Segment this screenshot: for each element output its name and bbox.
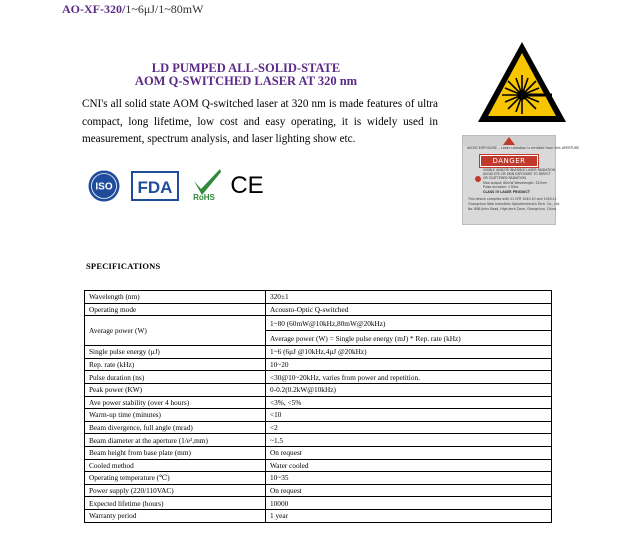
fda-logo — [131, 171, 179, 201]
table-row — [85, 358, 552, 371]
iso-logo-text: ISO — [95, 181, 113, 193]
param-value: <2 — [266, 421, 552, 434]
danger-title: DANGER — [480, 155, 538, 167]
specifications-table — [84, 290, 552, 523]
param-name: Warranty period — [85, 509, 266, 522]
param-name: Ave power stability (over 4 hours) — [85, 396, 266, 409]
table-row — [85, 396, 552, 409]
table-row — [85, 434, 552, 447]
title-line-1: LD PUMPED ALL-SOLID-STATE — [151, 61, 341, 75]
param-value: On request — [266, 446, 552, 459]
table-row — [85, 409, 552, 422]
ce-logo — [230, 172, 264, 199]
param-name: Warm-up time (minutes) — [85, 409, 266, 422]
param-name: Beam height from base plate (mm) — [85, 446, 266, 459]
param-name: Operating temperature (℃) — [85, 472, 266, 485]
param-name: Average power (W) — [85, 316, 266, 346]
table-row — [85, 459, 552, 472]
laser-warning-icon — [476, 40, 568, 124]
param-name: Pulse duration (ns) — [85, 371, 266, 384]
param-name: Single pulse energy (μJ) — [85, 346, 266, 359]
specifications-heading: SPECIFICATIONS — [86, 261, 161, 271]
laser-star-icon — [475, 176, 481, 182]
param-name: Power supply (220/110VAC) — [85, 484, 266, 497]
title-line-2: AOM Q-SWITCHED LASER AT 320 nm — [134, 74, 358, 88]
table-row — [85, 316, 552, 331]
danger-line: VISIBLE AND/OR INVISIBLE LASER RADIATION — [483, 168, 555, 172]
param-value: 1 year — [266, 509, 552, 522]
param-value: Acousto-Optic Q-switched — [266, 303, 552, 316]
model-name: AO-XF-320/ — [62, 2, 126, 16]
param-value: <3%, <5% — [266, 396, 552, 409]
model-spec-summary: 1~6μJ/1~80mW — [125, 2, 204, 16]
param-value: On request — [266, 484, 552, 497]
param-value: 1~6 (6μJ @10kHz,4μJ @20kHz) — [266, 346, 552, 359]
param-value: <30@10~20kHz, varies from power and repetition. — [266, 371, 552, 384]
param-value: 1~80 (60mW@10kHz,80mW@20kHz) — [266, 316, 552, 331]
ce-logo-text: CE — [230, 172, 264, 199]
table-row — [85, 346, 552, 359]
danger-line: Max output: 80mW Wavelength: 320nm — [483, 181, 547, 185]
param-name: Rep. rate (kHz) — [85, 358, 266, 371]
danger-line: No. 888 Jinhu Road, High-tech Zone, Changchun, China — [468, 207, 557, 211]
param-value: <10 — [266, 409, 552, 422]
danger-line: Pulse duration: <30ns — [483, 185, 519, 189]
danger-line: This device complies with 21 CFR 1040.10 and 1040.11 — [468, 197, 557, 201]
param-name: Peak power (KW) — [85, 383, 266, 396]
intro-paragraph: CNI's all solid state AOM Q-switched laser at 320 nm is made features of ultra compact, long lifetime, low cost and easy operating, it is widely used in measurement, spectrum analysis, and laser lighting show etc. — [82, 98, 438, 146]
danger-label — [462, 135, 580, 225]
table-row — [85, 497, 552, 510]
param-value: 10~20 — [266, 358, 552, 371]
table-row — [85, 303, 552, 316]
param-name: Operating mode — [85, 303, 266, 316]
param-value: ~1.5 — [266, 434, 552, 447]
param-name: Beam diameter at the aperture (1/e²,mm) — [85, 434, 266, 447]
table-row — [85, 472, 552, 485]
param-name: Beam divergence, full angle (mrad) — [85, 421, 266, 434]
danger-line: CLASS IV LASER PRODUCT — [483, 190, 530, 194]
param-value: 10~35 — [266, 472, 552, 485]
iso-logo — [88, 170, 120, 202]
model-title — [62, 2, 203, 17]
table-row — [85, 291, 552, 304]
param-value: Water cooled — [266, 459, 552, 472]
danger-line: Changchun New Industries Optoelectronics Tech. Co., Ltd. — [468, 202, 561, 206]
param-value: 10000 — [266, 497, 552, 510]
table-row — [85, 371, 552, 384]
label-arrow-icon — [463, 136, 555, 146]
danger-label-header: AVOID EXPOSURE – Laser radiation is emitted from this APERTURE — [467, 146, 580, 150]
table-row — [85, 421, 552, 434]
page-title — [130, 62, 362, 88]
table-row — [85, 446, 552, 459]
table-row — [85, 383, 552, 396]
danger-line: OR SCATTERED RADIATION — [483, 176, 526, 180]
table-row — [85, 484, 552, 497]
param-value: Average power (W) = Single pulse energy (mJ) * Rep. rate (kHz) — [266, 331, 552, 346]
param-value: 320±1 — [266, 291, 552, 304]
param-name: Wavelength (nm) — [85, 291, 266, 304]
fda-logo-text: FDA — [137, 178, 173, 197]
param-value: 0-0.2(0.2kW@10kHz) — [266, 383, 552, 396]
rohs-logo — [190, 167, 224, 201]
param-name: Cooled method — [85, 459, 266, 472]
rohs-logo-text: RoHS — [193, 193, 215, 202]
table-row — [85, 509, 552, 522]
param-name: Expected lifetime (hours) — [85, 497, 266, 510]
danger-line: AVOID EYE OR SKIN EXPOSURE TO DIRECT — [483, 172, 551, 176]
